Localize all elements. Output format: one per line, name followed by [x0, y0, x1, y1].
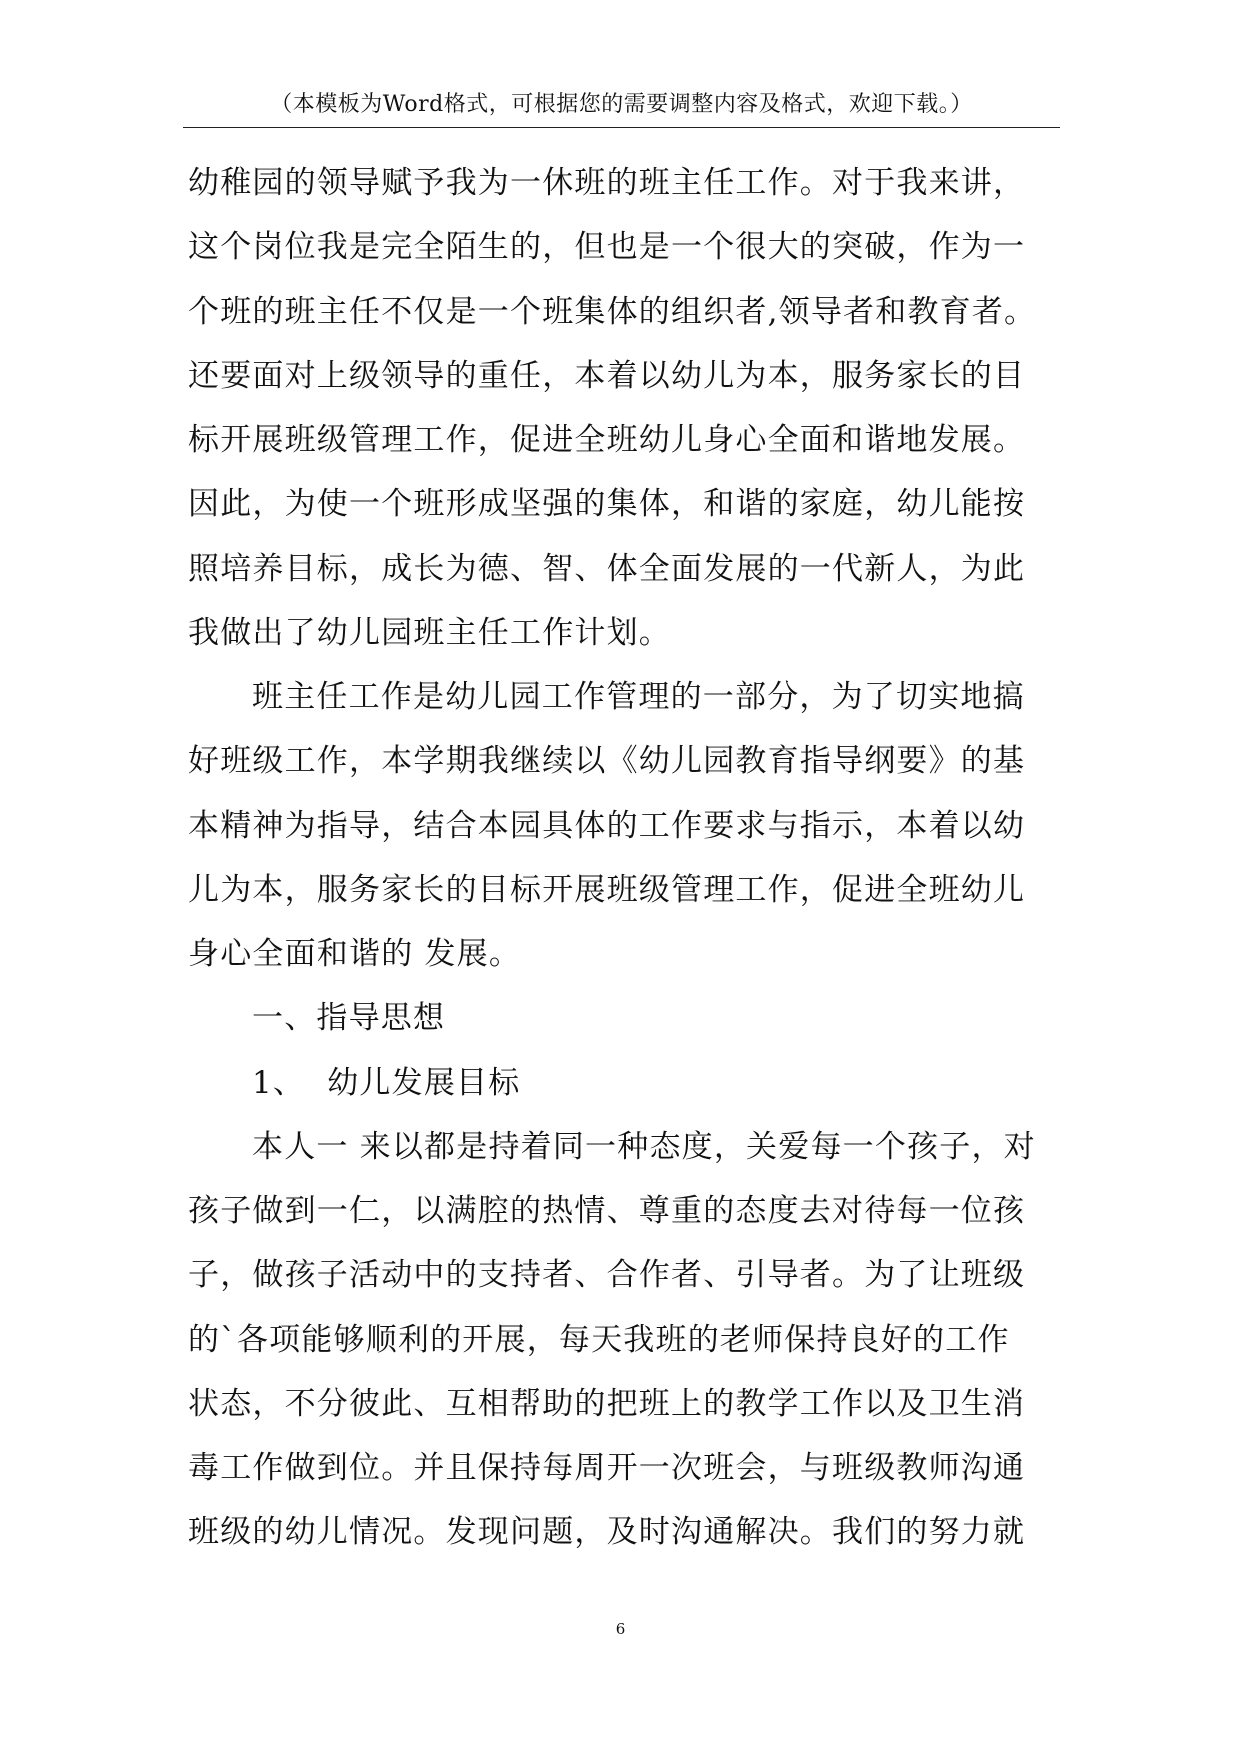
paragraph-start-line: 班主任工作是幼儿园工作管理的一部分，为了切实地搞	[252, 679, 1025, 715]
header-rule	[183, 127, 1060, 128]
paragraph-start-line: 本人一 来以都是持着同一种态度，关爱每一个孩子，对	[252, 1128, 1036, 1165]
page-header-note: （本模板为Word格式，可根据您的需要调整内容及格式，欢迎下载。）	[270, 92, 973, 117]
text-line: 子，做孩子活动中的支持者、合作者、引导者。为了让班级	[188, 1257, 1026, 1294]
text-line: 我做出了幼儿园班主任工作计划。	[188, 614, 671, 651]
text-line: 因此，为使一个班形成坚强的集体，和谐的家庭，幼儿能按	[188, 486, 1026, 523]
text-line: 儿为本，服务家长的目标开展班级管理工作，促进全班幼儿	[188, 871, 1026, 908]
text-line: 孩子做到一仁，以满腔的热情、尊重的态度去对待每一位孩	[188, 1193, 1026, 1229]
text-line: 个班的班主任不仅是一个班集体的组织者,领导者和教育者。	[188, 293, 1037, 330]
page-number: 6	[615, 1620, 626, 1638]
text-line: 班级的幼儿情况。发现问题，及时沟通解决。我们的努力就	[188, 1514, 1026, 1551]
subsection-heading: 1、 幼儿发展目标	[252, 1064, 521, 1101]
text-line: 标开展班级管理工作，促进全班幼儿身心全面和谐地发展。	[188, 422, 1026, 458]
text-line: 本精神为指导，结合本园具体的工作要求与指示，本着以幼	[188, 807, 1026, 844]
text-line: 还要面对上级领导的重任，本着以幼儿为本，服务家长的目	[188, 357, 1026, 394]
document-body	[188, 151, 1088, 1565]
text-line: 这个岗位我是完全陌生的，但也是一个很大的突破，作为一	[188, 229, 1026, 266]
text-line: 毒工作做到位。并且保持每周开一次班会，与班级教师沟通	[188, 1450, 1026, 1486]
text-line: 好班级工作，本学期我继续以《幼儿园教育指导纲要》的基	[188, 743, 1026, 780]
text-line: 的`各项能够顺利的开展，每天我班的老师保持良好的工作	[188, 1321, 1010, 1358]
text-line: 照培养目标，成长为德、智、体全面发展的一代新人，为此	[188, 550, 1026, 587]
text-line: 身心全面和谐的 发展。	[188, 936, 522, 972]
text-line: 状态，不分彼此、互相帮助的把班上的教学工作以及卫生消	[188, 1385, 1026, 1422]
section-heading: 一、指导思想	[252, 1000, 446, 1037]
text-line: 幼稚园的领导赋予我为一休班的班主任工作。对于我来讲，	[188, 165, 1026, 201]
